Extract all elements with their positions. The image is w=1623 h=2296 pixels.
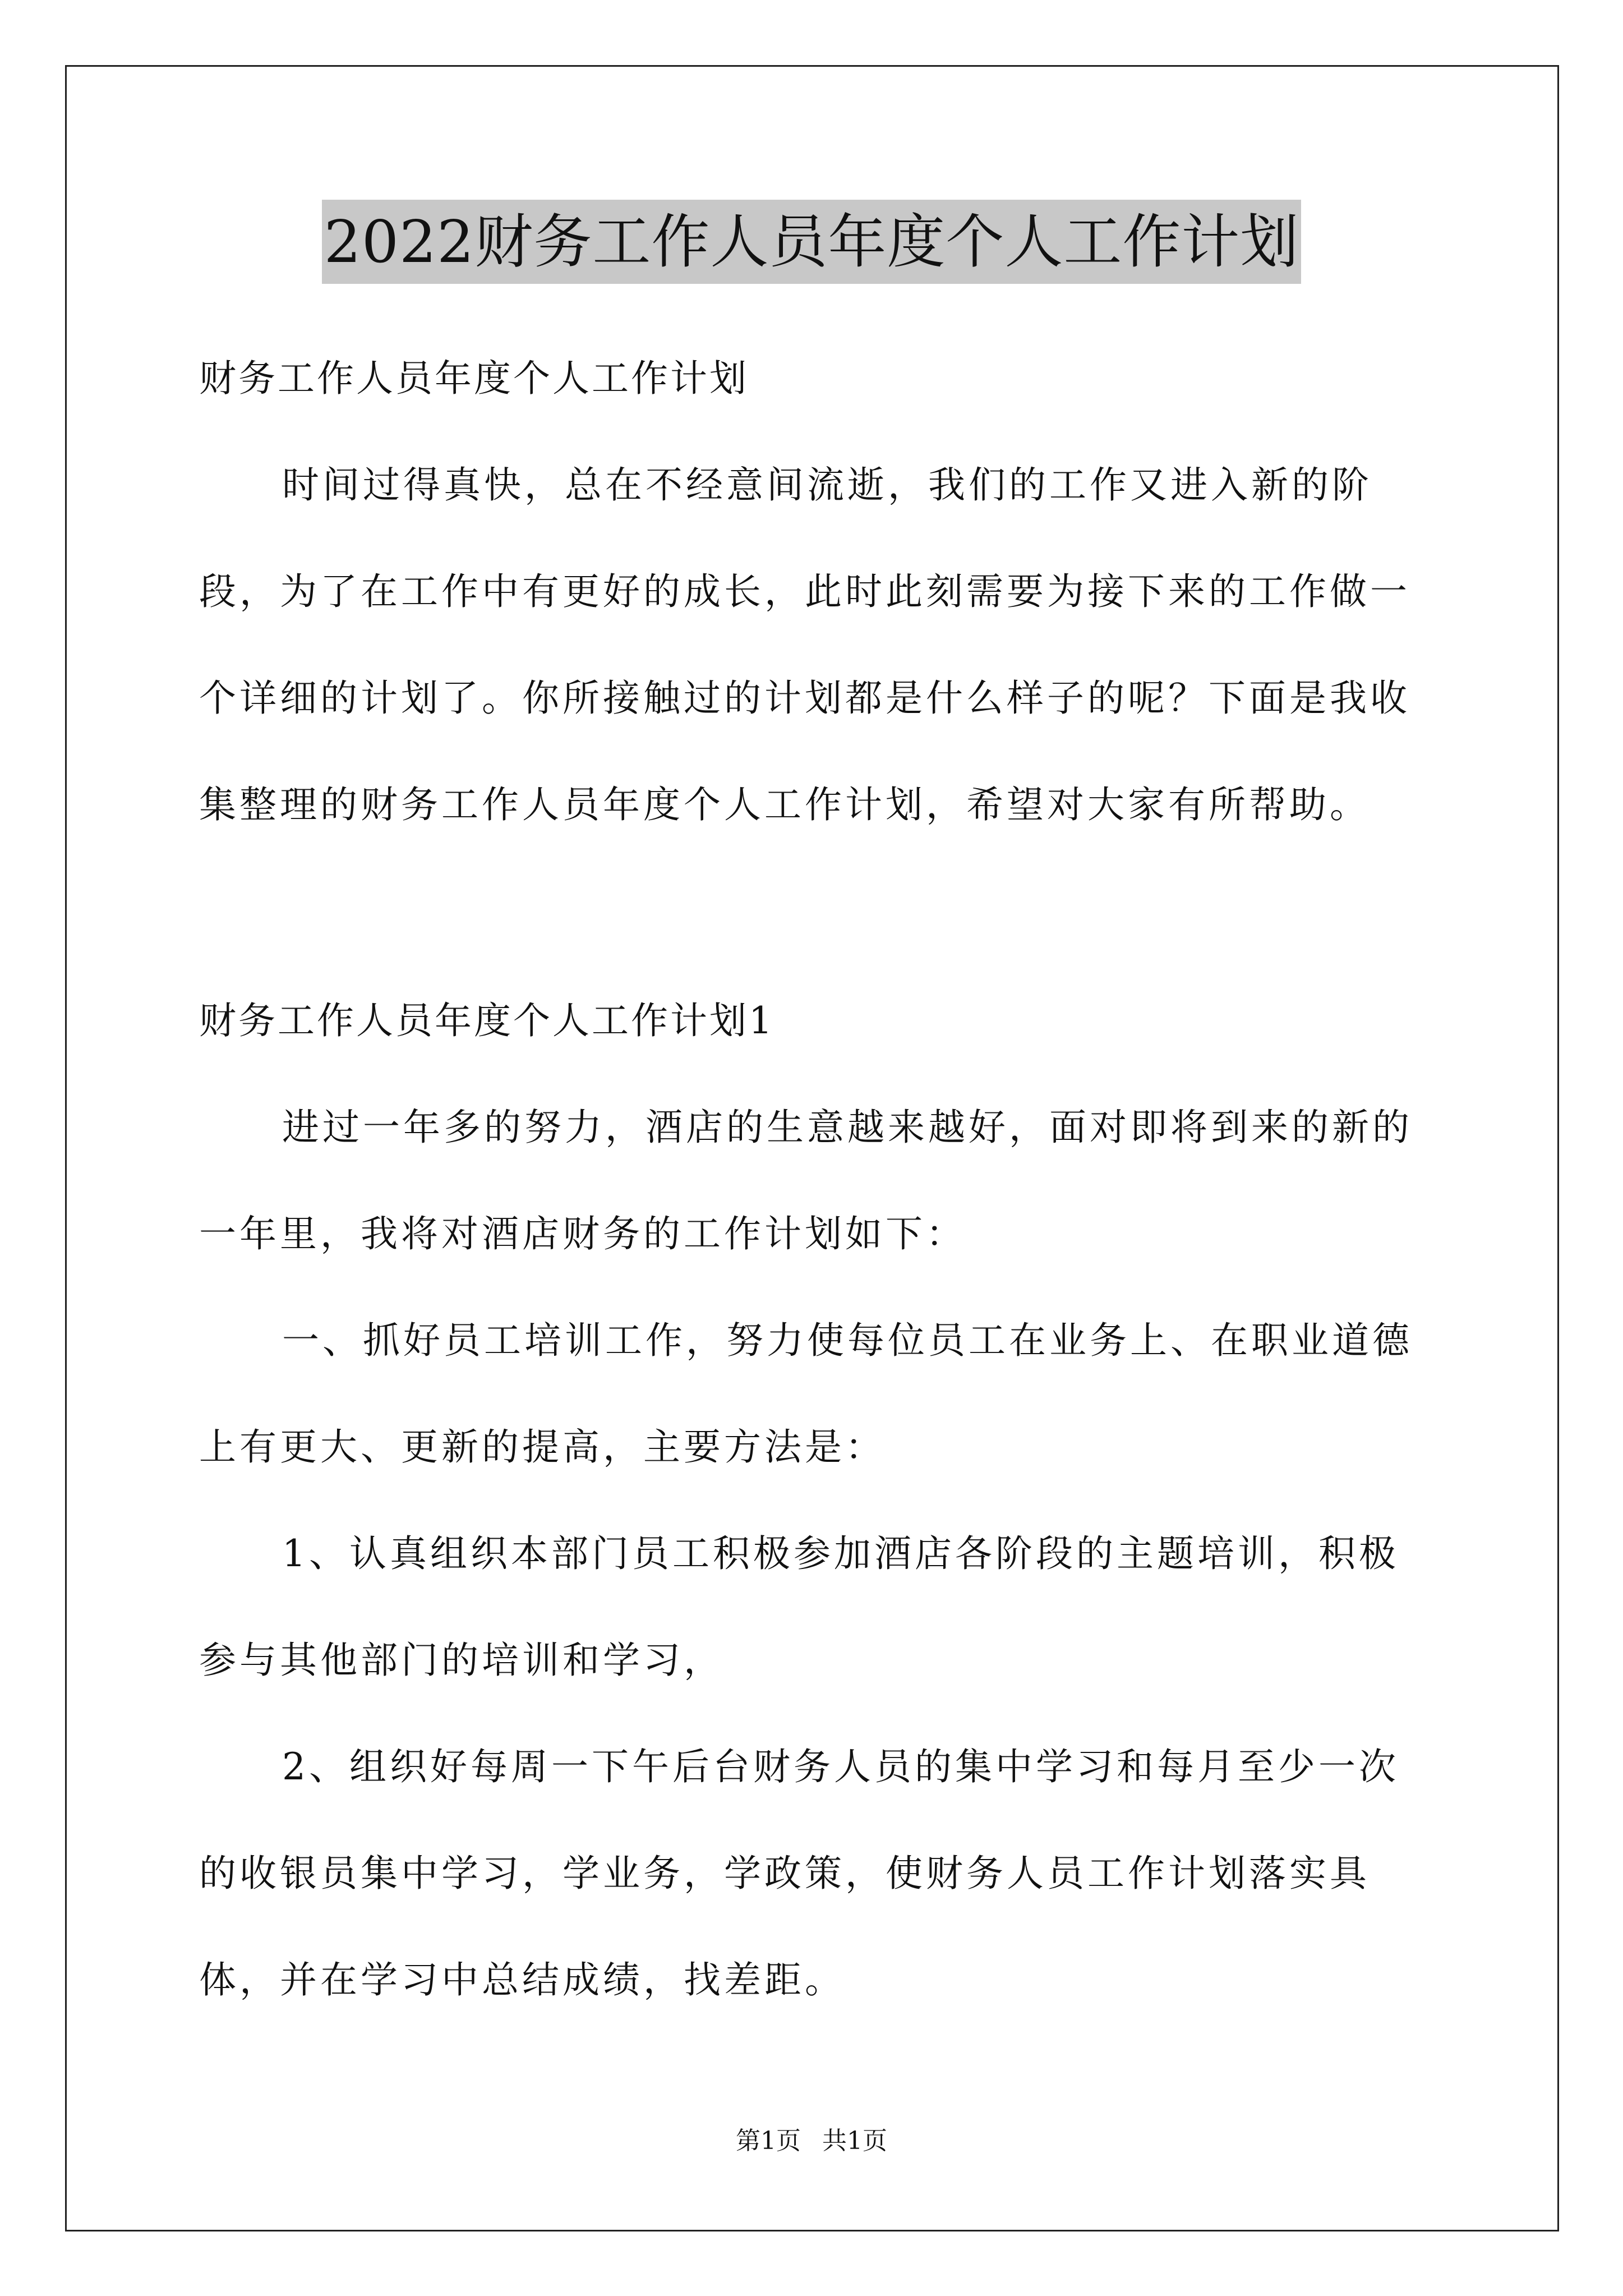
page-number: 第1页 [736,2127,801,2155]
page-total: 共1页 [822,2127,887,2155]
page-footer [0,2122,1623,2161]
section-1-heading: 财务工作人员年度个人工作计划1 [199,999,774,1042]
section-1-paragraph-2: 一、抓好员工培训工作，努力使每位员工在业务上、在职业道德上有更大、更新的提高，主要方法是： [199,1319,1413,1469]
document-subtitle: 财务工作人员年度个人工作计划 [199,357,749,400]
section-1-paragraph-3: 1、认真组织本部门员工积极参加酒店各阶段的主题培训，积极参与其他部门的培训和学习， [199,1532,1399,1682]
document-title: 2022财务工作人员年度个人工作计划 [322,200,1302,284]
title-wrap [0,200,1623,284]
section-1-paragraph-1: 进过一年多的努力，酒店的生意越来越好，面对即将到来的新的一年里，我将对酒店财务的工作计划如下： [199,1106,1413,1255]
section-1-paragraph-4: 2、组织好每周一下午后台财务人员的集中学习和每月至少一次的收银员集中学习，学业务，学政策，使财务人员工作计划落实具体，并在学习中总结成绩，找差距。 [199,1745,1399,2001]
intro-paragraph: 时间过得真快，总在不经意间流逝，我们的工作又进入新的阶段，为了在工作中有更好的成长，此时此刻需要为接下来的工作做一个详细的计划了。你所接触过的计划都是什么样子的呢？下面是我收集整理的财务工作人员年度个人工作计划，希望对大家有所帮助。 [199,463,1410,826]
